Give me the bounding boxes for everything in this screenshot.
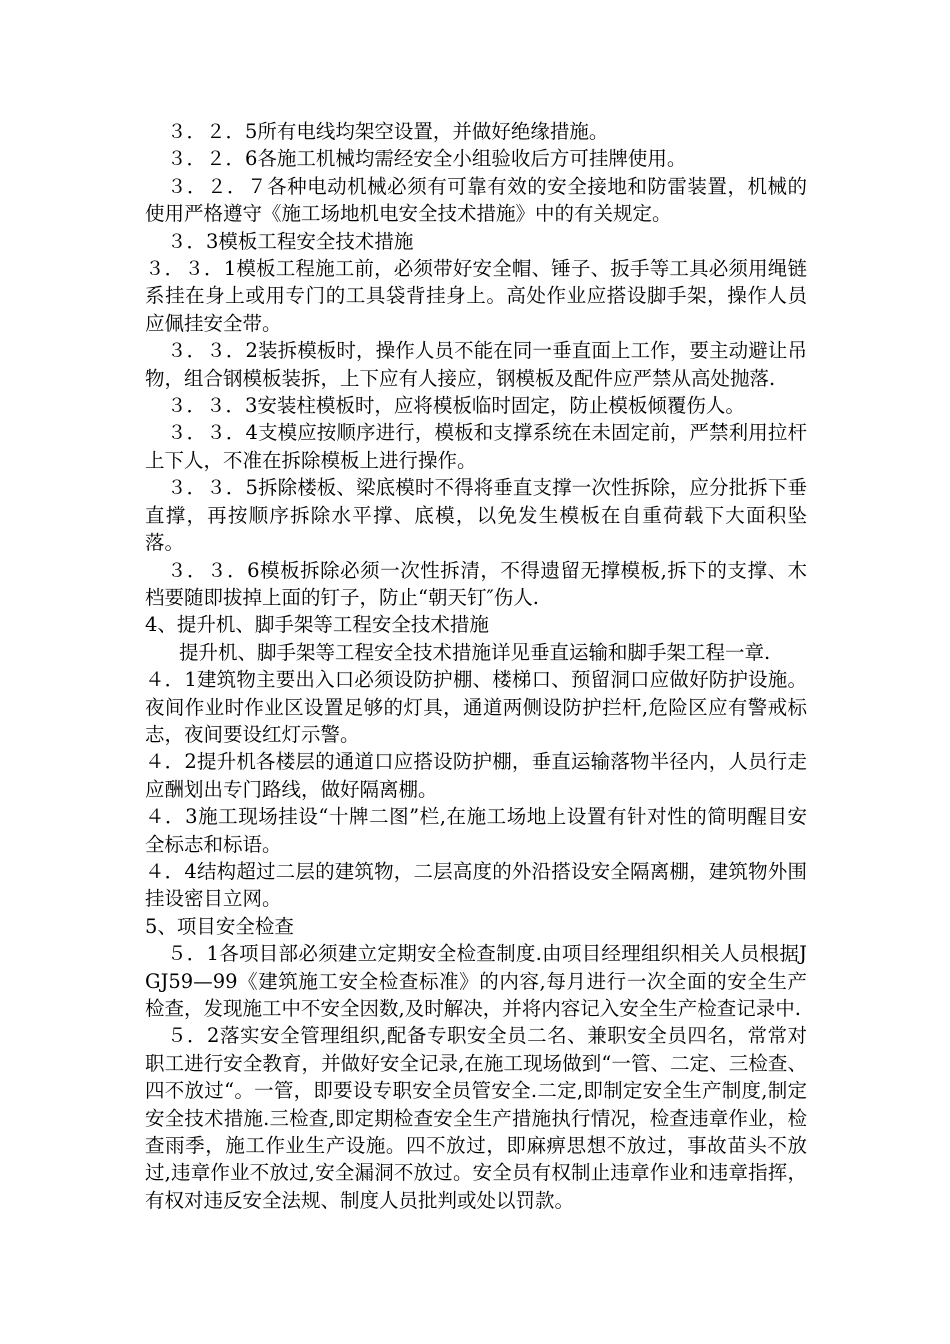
section-heading-5: 5、项目安全检查: [145, 914, 294, 938]
paragraph-5-2: ５．2落实安全管理组织,配备专职安全员二名、兼职安全员四名，常常对职工进行安全教育，并做好安全记录,在施工现场做到“一管、二定、三检查、四不放过“。一管，即要设专职安全员管安全.二定,即制定安全生产制度,制定安全技术措施.三检查,即定期检查安全生产措施执行情况，检查违章作业，检查雨季，施工作业生产设施。四不放过，即麻痹思想不放过，事故苗头不放过,违章作业不放过,安全漏洞不放过。安全员有权制止违章作业和违章指挥，有权对违反安全法规、制度人员批判或处以罚款。: [145, 1024, 807, 1212]
section-heading-4: 4、提升机、脚手架等工程安全技术措施: [145, 613, 489, 637]
paragraph-3-2-5: ３．２．5所有电线均架空设置，并做好绝缘措施。: [167, 120, 609, 143]
paragraph-3-3-1: ３．３．1模板工程施工前，必须带好安全帽、锤子、扳手等工具必须用绳链系挂在身上或用专门的工具袋背挂身上。高处作业应搭设脚手架，操作人员应佩挂安全带。: [145, 257, 807, 335]
document-page: [145, 118, 807, 1214]
section-heading-3-3: ３．3模板工程安全技术措施: [167, 229, 414, 253]
paragraph-3-2-7: ３．２．７各种电动机械必须有可靠有效的安全接地和防雷装置，机械的使用严格遵守《施工场地机电安全技术措施》中的有关规定。: [145, 174, 807, 226]
paragraph-4-3: ４．3施工现场挂设“十牌二图”栏,在施工场地上设置有针对性的简明醒目安全标志和标语。: [145, 805, 807, 856]
paragraph-3-3-6: ３．３．6模板拆除必须一次性拆清，不得遗留无撑模板,拆下的支撑、木档要随即拔掉上面的钉子，防止“朝天钉″伤人.: [145, 558, 807, 609]
paragraph-3-3-2: ３．３．2装拆模板时，操作人员不能在同一垂直面上工作，要主动避让吊物，组合钢模板装拆，上下应有人接应，钢模板及配件应严禁从高处抛落.: [145, 339, 807, 390]
paragraph-4-2: ４．2提升机各楼层的通道口应搭设防护棚，垂直运输落物半径内，人员行走应酬划出专门路线，做好隔离棚。: [145, 750, 807, 801]
paragraph-4-4: ４．4结构超过二层的建筑物，二层高度的外沿搭设安全隔离棚，建筑物外围挂设密目立网。: [145, 859, 807, 911]
paragraph-3-3-4: ３．３．4支模应按顺序进行，模板和支撑系统在未固定前，严禁利用拉杆上下人，不准在拆除模板上进行操作。: [145, 421, 807, 472]
paragraph-5-1: ５．1各项目部必须建立定期安全检查制度.由项目经理组织相关人员根据JGJ59—99《建筑施工安全检查标准》的内容,每月进行一次全面的安全生产检查，发现施工中不安全因数,及时解决，并将内容记入安全生产检查记录中.: [145, 942, 807, 1020]
paragraph-3-3-3: ３．３．3安装柱模板时，应将模板临时固定，防止模板倾覆伤人。: [167, 394, 745, 418]
paragraph-4-intro: 提升机、脚手架等工程安全技术措施详见垂直运输和脚手架工程一章.: [179, 640, 771, 664]
paragraph-3-3-5: ３．３．5拆除楼板、梁底模时不得将垂直支撑一次性拆除，应分批拆下垂直撑，再按顺序拆除水平撑、底模，以免发生模板在自重荷载下大面积坠落。: [145, 476, 807, 555]
paragraph-3-2-6: ３．２．6各施工机械均需经安全小组验收后方可挂牌使用。: [167, 147, 687, 171]
paragraph-4-1: ４．1建筑物主要出入口必须设防护棚、楼梯口、预留洞口应做好防护设施。夜间作业时作业区设置足够的灯具，通道两侧设防护拦杆,危险区应有警戒标志，夜间要设红灯示警。: [145, 668, 807, 746]
